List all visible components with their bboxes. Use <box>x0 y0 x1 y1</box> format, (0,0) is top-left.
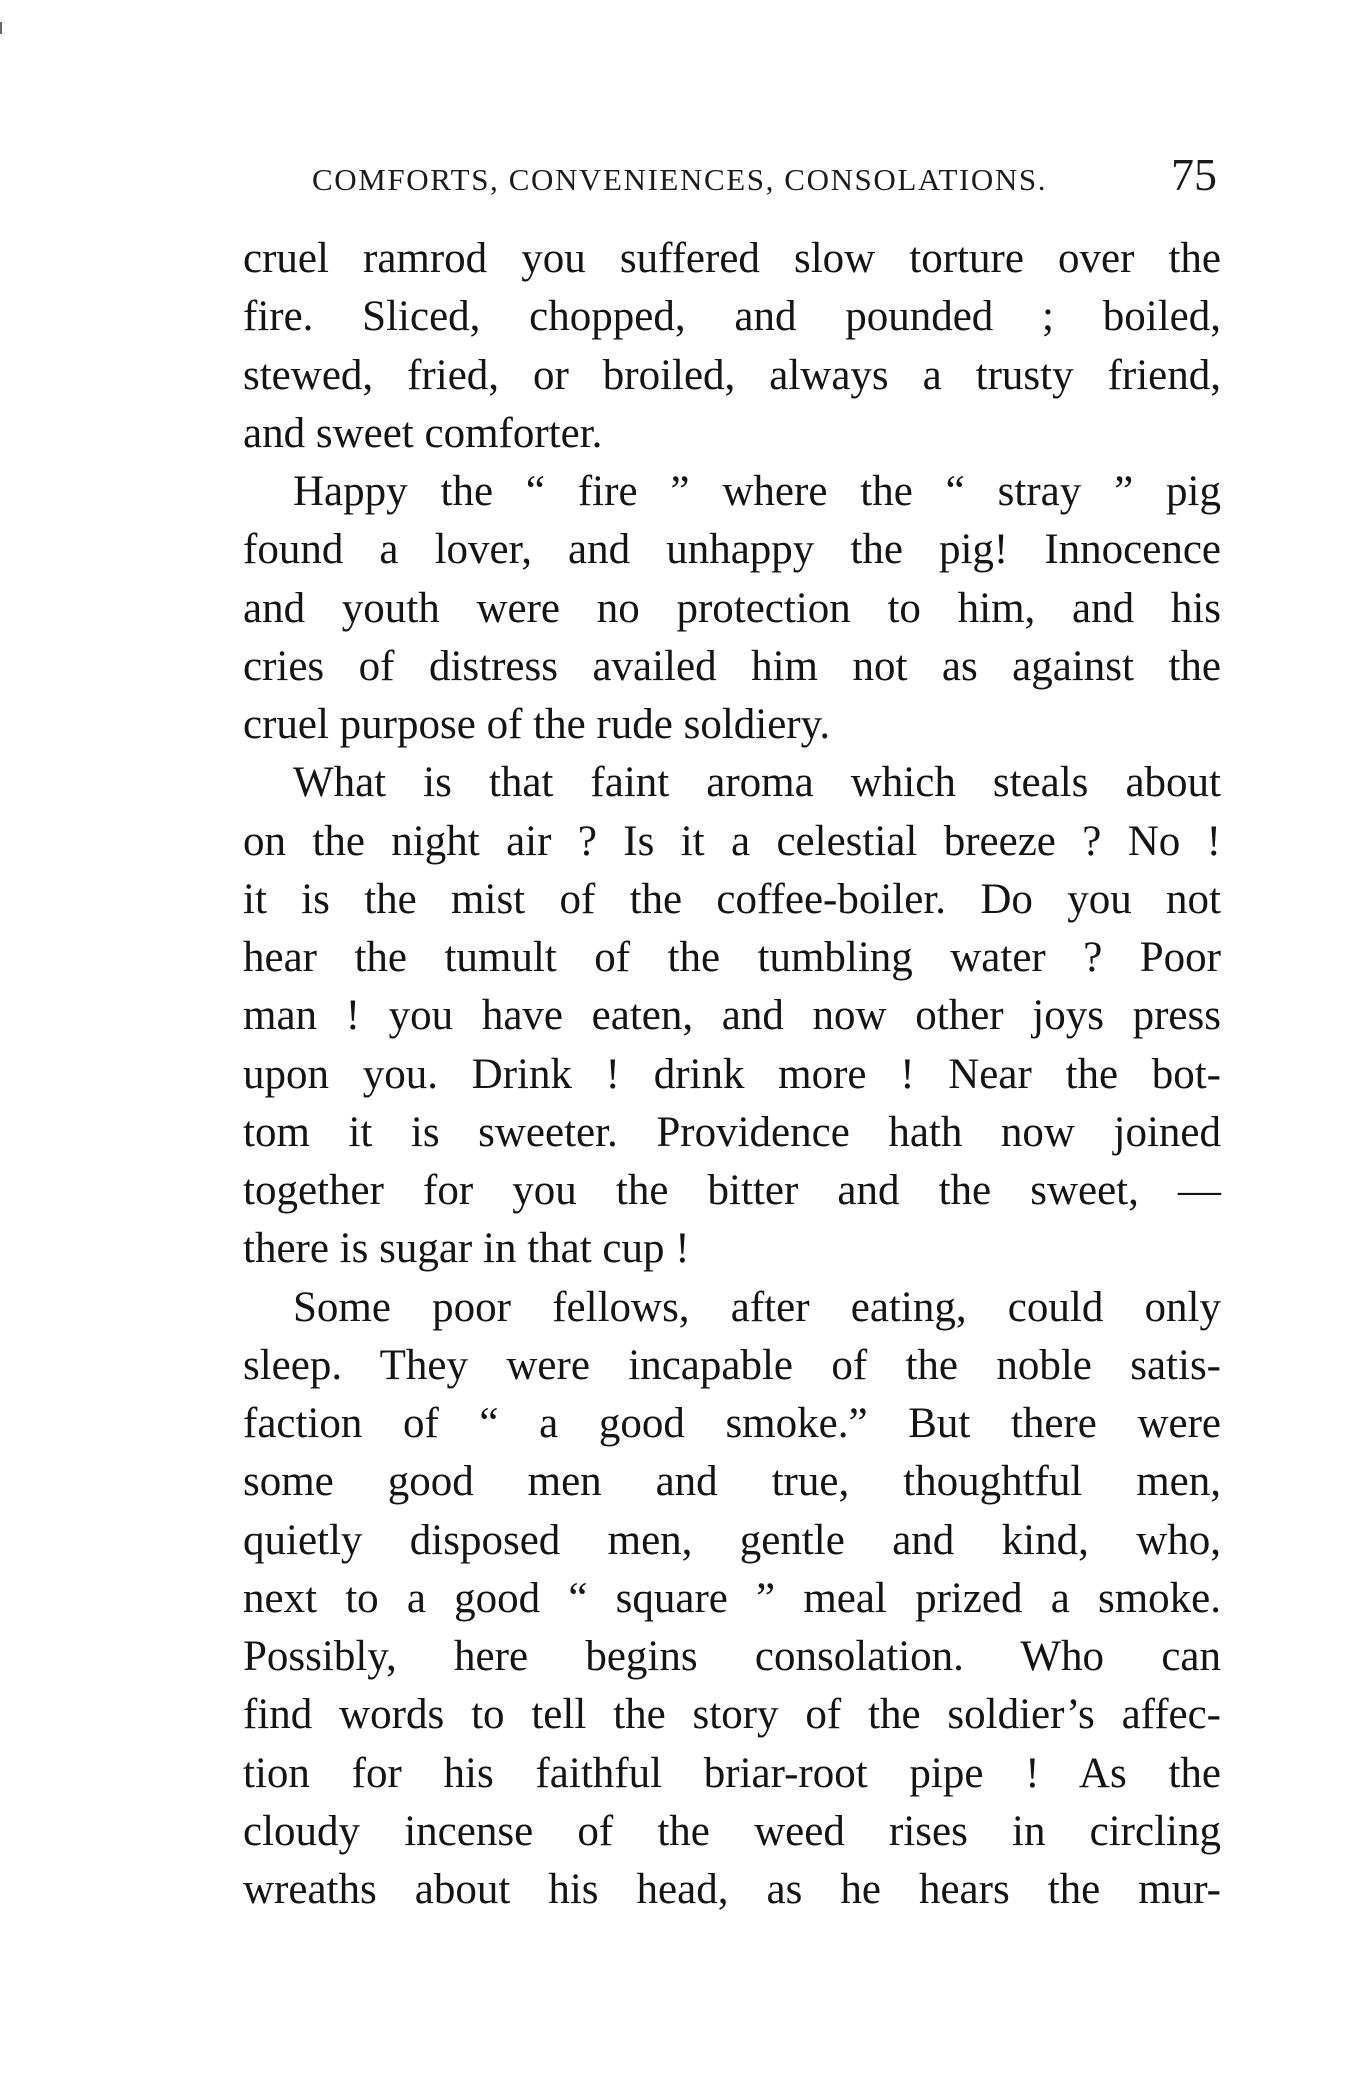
text-line: Some poor fellows, after eating, could only <box>293 1283 1221 1331</box>
text-line: What is that faint aroma which steals about <box>293 759 1221 807</box>
text-line: it is the mist of the coffee-boiler. Do you not <box>243 875 1221 923</box>
text-line: wreaths about his head, as he hears the mur- <box>243 1866 1221 1913</box>
text-line: Happy the “ fire ” where the “ stray ” pig <box>293 468 1221 515</box>
text-line: tom it is sweeter. Providence hath now joined <box>243 1108 1221 1156</box>
body-text <box>243 230 1221 1919</box>
text-line: cruel purpose of the rude soldiery. <box>243 701 831 748</box>
text-line: stewed, fried, or broiled, always a trusty friend, <box>243 351 1221 399</box>
text-line: hear the tumult of the tumbling water ? Poor <box>243 934 1221 981</box>
text-line: together for you the bitter and the sweet, — <box>243 1167 1221 1214</box>
scan-edge-mark <box>0 22 2 34</box>
text-line: cries of distress availed him not as against the <box>243 642 1221 690</box>
text-line: man ! you have eaten, and now other joys press <box>243 992 1221 1040</box>
text-line: next to a good “ square ” meal prized a smoke. <box>243 1574 1221 1622</box>
text-line: tion for his faithful briar-root pipe ! As the <box>243 1749 1221 1797</box>
text-line: Possibly, here begins consolation. Who can <box>243 1633 1221 1680</box>
text-line: sleep. They were incapable of the noble satis- <box>243 1341 1221 1389</box>
text-line: on the night air ? Is it a celestial breeze ? No ! <box>243 817 1221 865</box>
text-line: and sweet comforter. <box>243 409 603 457</box>
text-line: fire. Sliced, chopped, and pounded ; boiled, <box>243 293 1221 341</box>
text-line: cruel ramrod you suffered slow torture over the <box>243 235 1221 282</box>
running-title: COMFORTS, CONVENIENCES, CONSOLATIONS. <box>312 162 1048 197</box>
page-number: 75 <box>1171 149 1217 200</box>
text-line: find words to tell the story of the soldier’s affec- <box>243 1691 1221 1739</box>
text-line: some good men and true, thoughtful men, <box>243 1458 1221 1506</box>
text-line: faction of “ a good smoke.” But there were <box>243 1400 1221 1447</box>
text-line: cloudy incense of the weed rises in circling <box>243 1807 1221 1855</box>
text-line: upon you. Drink ! drink more ! Near the bot- <box>243 1050 1221 1098</box>
running-head <box>300 148 1225 208</box>
text-line: quietly disposed men, gentle and kind, who, <box>243 1516 1221 1564</box>
text-line: and youth were no protection to him, and his <box>243 584 1221 632</box>
text-line: found a lover, and unhappy the pig! Innocence <box>243 526 1221 574</box>
text-line: there is sugar in that cup ! <box>243 1225 690 1273</box>
